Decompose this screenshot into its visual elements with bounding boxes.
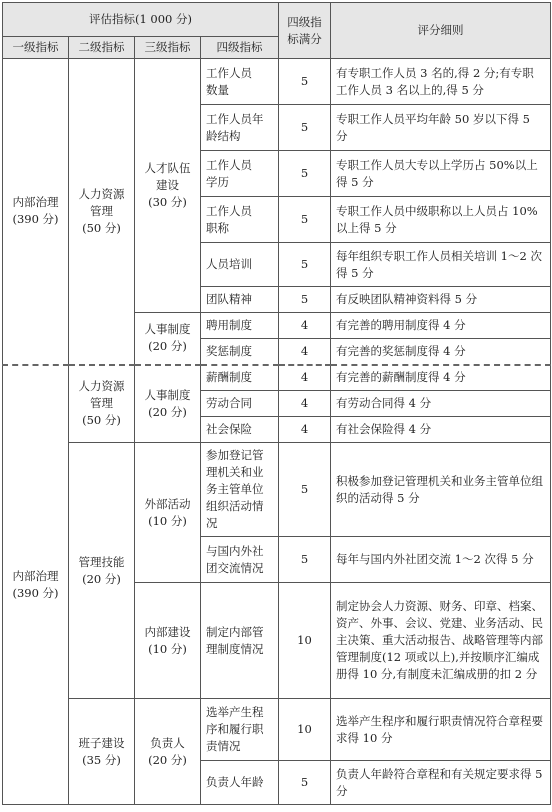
header-level2: 二级指标 bbox=[69, 37, 135, 59]
detail-cell: 专职工作人员大专以上学历占 50%以上得 5 分 bbox=[331, 151, 551, 197]
detail-cell: 选举产生程序和履行职责情况符合章程要求得 10 分 bbox=[331, 699, 551, 761]
score-cell: 5 bbox=[279, 443, 331, 537]
header-level1: 一级指标 bbox=[3, 37, 69, 59]
detail-cell: 有专职工作人员 3 名的,得 2 分;有专职工作人员 3 名以上的,得 5 分 bbox=[331, 59, 551, 105]
level2-cell: 班子建设 (35 分) bbox=[69, 699, 135, 805]
level2-cell: 管理技能 (20 分) bbox=[69, 443, 135, 699]
level4-cell: 劳动合同 bbox=[201, 391, 279, 417]
level4-cell: 团队精神 bbox=[201, 287, 279, 313]
detail-cell: 负责人年龄符合章程和有关规定要求得 5 分 bbox=[331, 761, 551, 805]
table-header bbox=[3, 3, 551, 59]
level3-cell: 人才队伍 建设 (30 分) bbox=[135, 59, 201, 313]
level4-cell: 薪酬制度 bbox=[201, 365, 279, 391]
score-cell: 5 bbox=[279, 537, 331, 583]
level4-cell: 社会保险 bbox=[201, 417, 279, 443]
level4-cell: 奖惩制度 bbox=[201, 339, 279, 365]
header-main-title: 评估指标(1 000 分) bbox=[3, 3, 279, 37]
detail-cell: 有劳动合同得 4 分 bbox=[331, 391, 551, 417]
score-cell: 10 bbox=[279, 583, 331, 699]
detail-cell: 每年组织专职工作人员相关培训 1～2 次得 5 分 bbox=[331, 243, 551, 287]
level4-cell: 人员培训 bbox=[201, 243, 279, 287]
header-level4: 四级指标 bbox=[201, 37, 279, 59]
score-cell: 5 bbox=[279, 197, 331, 243]
score-cell: 4 bbox=[279, 365, 331, 391]
level4-cell: 制定内部管理制度情况 bbox=[201, 583, 279, 699]
level4-cell: 参加登记管理机关和业务主管单位组织活动情况 bbox=[201, 443, 279, 537]
table-row bbox=[3, 443, 551, 537]
score-cell: 4 bbox=[279, 417, 331, 443]
detail-cell: 专职工作人员平均年龄 50 岁以下得 5 分 bbox=[331, 105, 551, 151]
score-cell: 5 bbox=[279, 243, 331, 287]
score-cell: 5 bbox=[279, 151, 331, 197]
table-row bbox=[3, 699, 551, 761]
score-cell: 4 bbox=[279, 339, 331, 365]
detail-cell: 有完善的聘用制度得 4 分 bbox=[331, 313, 551, 339]
level2-cell: 人力资源 管理 (50 分) bbox=[69, 365, 135, 443]
header-score: 四级指标满分 bbox=[279, 3, 331, 59]
detail-cell: 有完善的薪酬制度得 4 分 bbox=[331, 365, 551, 391]
detail-cell: 有社会保险得 4 分 bbox=[331, 417, 551, 443]
detail-cell: 积极参加登记管理机关和业务主管单位组织的活动得 5 分 bbox=[331, 443, 551, 537]
level4-cell: 与国内外社团交流情况 bbox=[201, 537, 279, 583]
group-2 bbox=[3, 365, 551, 805]
level3-cell: 人事制度 (20 分) bbox=[135, 313, 201, 365]
detail-cell: 每年与国内外社团交流 1～2 次得 5 分 bbox=[331, 537, 551, 583]
header-detail: 评分细则 bbox=[331, 3, 551, 59]
level4-cell: 工作人员年龄结构 bbox=[201, 105, 279, 151]
level4-cell: 负责人年龄 bbox=[201, 761, 279, 805]
level4-cell: 选举产生程序和履行职责情况 bbox=[201, 699, 279, 761]
level2-cell: 人力资源 管理 (50 分) bbox=[69, 59, 135, 365]
level4-cell: 工作人员 数量 bbox=[201, 59, 279, 105]
header-level3: 三级指标 bbox=[135, 37, 201, 59]
detail-cell: 有反映团队精神资料得 5 分 bbox=[331, 287, 551, 313]
group-1 bbox=[3, 59, 551, 365]
detail-cell: 制定协会人力资源、财务、印章、档案、资产、外事、会议、党建、业务活动、民主决策、重大活动报告、战略管理等内部管理制度(12 项或以上),并按顺序汇编成册得 10 分,有制度未汇编成册的扣 2 分 bbox=[331, 583, 551, 699]
score-cell: 5 bbox=[279, 287, 331, 313]
level1-cell: 内部治理 (390 分) bbox=[3, 59, 69, 365]
level3-cell: 负责人 (20 分) bbox=[135, 699, 201, 805]
level1-cell: 内部治理 (390 分) bbox=[3, 365, 69, 805]
score-cell: 4 bbox=[279, 391, 331, 417]
score-cell: 4 bbox=[279, 313, 331, 339]
level3-cell: 人事制度 (20 分) bbox=[135, 365, 201, 443]
detail-cell: 有完善的奖惩制度得 4 分 bbox=[331, 339, 551, 365]
level4-cell: 工作人员 职称 bbox=[201, 197, 279, 243]
detail-cell: 专职工作人员中级职称以上人员占 10%以上得 5 分 bbox=[331, 197, 551, 243]
level4-cell: 工作人员 学历 bbox=[201, 151, 279, 197]
table-row bbox=[3, 365, 551, 391]
score-cell: 10 bbox=[279, 699, 331, 761]
level4-cell: 聘用制度 bbox=[201, 313, 279, 339]
level3-cell: 内部建设 (10 分) bbox=[135, 583, 201, 699]
score-cell: 5 bbox=[279, 761, 331, 805]
score-cell: 5 bbox=[279, 59, 331, 105]
level3-cell: 外部活动 (10 分) bbox=[135, 443, 201, 583]
table-row bbox=[3, 59, 551, 105]
score-cell: 5 bbox=[279, 105, 331, 151]
evaluation-table bbox=[2, 2, 551, 805]
